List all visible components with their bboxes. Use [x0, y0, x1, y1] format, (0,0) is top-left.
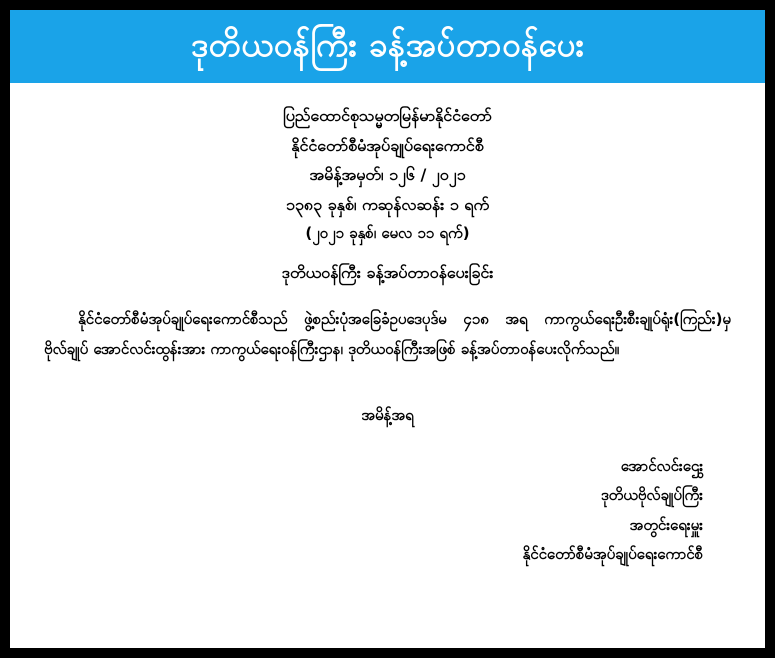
document-body	[10, 83, 765, 579]
order-by-label: အမိန့်အရ	[361, 406, 414, 425]
signature-block	[44, 452, 731, 569]
signature-organization: နိုင်ငံတော်စီမံအုပ်ချုပ်ရေးကောင်စီ	[522, 544, 703, 563]
headline-title: ဒုတိယဝန်ကြီး ခန့်အပ်တာဝန်ပေး	[190, 25, 585, 64]
header-line-council: နိုင်ငံတော်စီမံအုပ်ချုပ်ရေးကောင်စီ	[291, 135, 484, 155]
document-subject: ဒုတိယဝန်ကြီး ခန့်အပ်တာဝန်ပေးခြင်း	[281, 263, 494, 283]
header-line-date-gregorian: (၂၀၂၁ ခုနှစ်၊ မေလ ၁၁ ရက်)	[305, 223, 470, 242]
signature-rank: ဒုတိယဗိုလ်ချုပ်ကြီး	[600, 486, 703, 505]
document-paragraph: နိုင်ငံတော်စီမံအုပ်ချုပ်ရေးကောင်စီသည် ဖွဲ့စည်းပုံအခြေခံဥပဒေပုဒ်မ ၄၁၈ အရ ကာကွယ်ရေးဦးစီးချုပ်ရုံး(ကြည်း)မှ ဗိုလ်ချုပ် အောင်လင်းထွန်းအား ကာကွယ်ရေးဝန်ကြီးဌာန၊ ဒုတိယဝန်ကြီးအဖြစ် ခန့်အပ်တာဝန်ပေးလိုက်သည်။	[44, 310, 731, 359]
signature-name: အောင်လင်းဌွေး	[620, 457, 703, 476]
headline-banner	[10, 10, 765, 83]
signature-position: အတွင်းရေးမှူး	[629, 515, 703, 534]
header-line-date-myanmar: ၁၃၈၃ ခုနှစ်၊ ကဆုန်လဆန်း ၁ ရက်	[285, 195, 490, 215]
header-line-order-number: အမိန့်အမှတ်၊ ၁၂၆ / ၂၀၂၁	[309, 165, 466, 185]
header-line-country: ပြည်ထောင်စုသမ္မတမြန်မာနိုင်ငံတော်	[283, 106, 492, 126]
document-header-block	[44, 101, 731, 288]
document-inner	[10, 10, 765, 648]
